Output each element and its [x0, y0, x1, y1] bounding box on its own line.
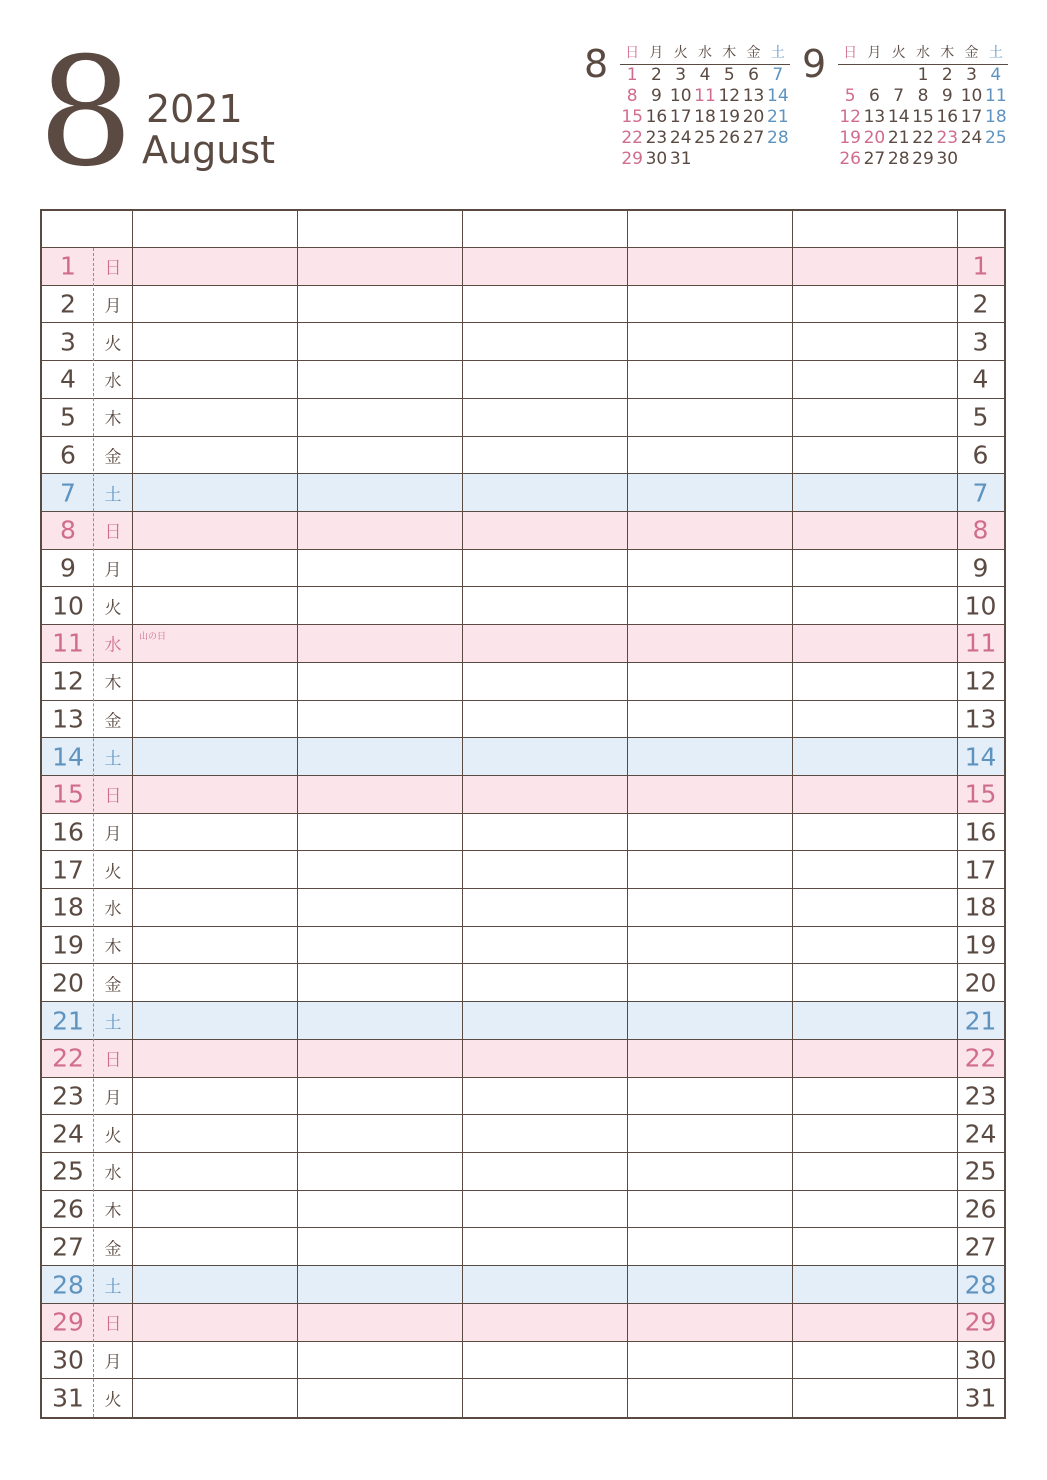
mini-calendar-day: 6 — [869, 86, 880, 106]
day-number-right: 1 — [972, 251, 989, 281]
day-row — [42, 1304, 1004, 1342]
mini-calendar-day: 16 — [936, 107, 959, 127]
mini-calendar-day: 24 — [669, 128, 692, 148]
mini-calendar-day: 20 — [742, 107, 765, 127]
day-number: 22 — [52, 1043, 84, 1073]
weekday-label: 火 — [104, 334, 122, 355]
mini-calendar-day: 14 — [767, 86, 789, 106]
weekday-label: 金 — [104, 975, 122, 996]
day-row — [42, 701, 1004, 739]
mini-calendar-week — [620, 65, 790, 86]
day-row — [42, 1228, 1004, 1266]
mini-calendar-day — [717, 149, 741, 170]
day-row — [42, 1342, 1004, 1380]
mini-calendar-day: 10 — [960, 86, 983, 106]
day-row — [42, 550, 1004, 588]
day-number-right: 22 — [964, 1043, 997, 1073]
day-number-right: 28 — [964, 1270, 997, 1299]
day-number-right: 5 — [972, 402, 989, 432]
weekday-label: 水 — [104, 899, 122, 920]
mini-calendar-weekday: 日 — [843, 45, 858, 61]
day-row — [42, 1153, 1004, 1191]
weekday-label: 水 — [104, 1163, 122, 1184]
day-row — [42, 776, 1004, 814]
day-number: 24 — [52, 1119, 84, 1149]
day-row — [42, 1002, 1004, 1040]
mini-calendar-day: 22 — [912, 128, 934, 148]
column-divider — [957, 211, 958, 1417]
mini-calendar-week — [838, 149, 1008, 170]
day-number: 27 — [52, 1232, 84, 1262]
mini-calendar-day: 1 — [917, 65, 929, 85]
day-number: 2 — [60, 289, 76, 319]
day-row — [42, 889, 1004, 927]
mini-calendar-day: 14 — [887, 107, 910, 127]
day-number-right: 24 — [964, 1119, 997, 1149]
mini-calendar-day: 17 — [960, 107, 983, 127]
day-number-right: 17 — [964, 855, 997, 885]
day-number: 25 — [52, 1156, 84, 1186]
mini-calendar-weekday: 土 — [770, 45, 785, 61]
year-label: 2021 — [146, 87, 243, 131]
mini-calendar-weekday: 月 — [867, 45, 882, 61]
mini-calendar-day: 28 — [887, 149, 910, 169]
day-row — [42, 323, 1004, 361]
mini-calendar-day: 8 — [917, 86, 929, 106]
mini-calendar-week — [838, 86, 1008, 107]
day-number-right: 9 — [972, 553, 989, 583]
day-number-right: 8 — [972, 515, 989, 545]
mini-calendar-day: 19 — [839, 128, 861, 148]
column-divider — [462, 211, 463, 1417]
day-row — [42, 286, 1004, 324]
day-row — [42, 814, 1004, 852]
mini-calendar-day: 21 — [887, 128, 910, 148]
weekday-label: 月 — [104, 560, 122, 581]
mini-calendar-weekday: 金 — [964, 45, 979, 61]
day-number: 19 — [52, 930, 84, 960]
day-number-right: 7 — [972, 478, 989, 508]
mini-calendar-day — [959, 149, 983, 170]
day-number-right: 14 — [964, 742, 997, 772]
mini-calendar-day — [984, 149, 1008, 170]
day-number: 4 — [60, 364, 76, 394]
day-number: 6 — [60, 440, 76, 470]
mini-calendar-day — [887, 65, 911, 86]
mini-calendar-day: 9 — [651, 86, 662, 106]
weekday-label: 火 — [104, 862, 122, 883]
mini-calendar-day: 9 — [941, 86, 953, 106]
mini-calendar-day: 5 — [844, 86, 856, 106]
day-number: 12 — [52, 666, 84, 696]
day-row — [42, 1379, 1004, 1417]
weekday-label: 木 — [104, 673, 122, 694]
day-number: 29 — [52, 1307, 84, 1337]
day-number-right: 13 — [964, 704, 997, 734]
day-number-right: 27 — [964, 1232, 997, 1262]
day-number: 28 — [52, 1270, 84, 1299]
weekday-label: 日 — [104, 1314, 122, 1335]
mini-calendar-weekday: 水 — [915, 45, 930, 61]
mini-calendar-day: 25 — [985, 128, 1007, 148]
day-number-right: 19 — [964, 930, 997, 960]
weekday-label: 土 — [104, 1277, 122, 1297]
mini-calendar-weekday: 木 — [722, 45, 737, 61]
big-month-number: 8 — [38, 26, 134, 200]
column-divider — [627, 211, 628, 1417]
day-number: 13 — [52, 704, 84, 734]
mini-calendar-day: 18 — [694, 107, 716, 127]
mini-calendar-day: 7 — [893, 86, 905, 106]
mini-calendar-day: 25 — [694, 128, 716, 148]
weekday-label: 水 — [104, 635, 122, 656]
weekday-label: 金 — [104, 447, 122, 468]
mini-calendar-day — [838, 65, 862, 86]
day-number: 11 — [52, 628, 84, 658]
day-row — [42, 437, 1004, 475]
day-number-right: 16 — [964, 817, 997, 847]
day-number: 21 — [52, 1006, 84, 1036]
day-number: 8 — [60, 515, 76, 545]
mini-calendar-weekday-row — [838, 40, 1008, 65]
mini-calendar-day — [766, 149, 790, 170]
day-number: 7 — [60, 478, 76, 508]
day-number: 1 — [60, 251, 76, 281]
mini-calendar-day: 18 — [985, 107, 1007, 127]
weekday-label: 木 — [104, 409, 122, 430]
mini-calendar-week — [620, 86, 790, 107]
mini-calendar-week — [620, 149, 790, 170]
weekday-label: 月 — [104, 296, 122, 317]
mini-calendar-weekday: 月 — [649, 45, 664, 61]
day-number-right: 25 — [964, 1156, 997, 1186]
day-row — [42, 738, 1004, 776]
mini-calendar-day: 29 — [621, 149, 643, 169]
day-number-right: 10 — [964, 591, 997, 621]
day-number-right: 11 — [964, 628, 997, 658]
day-row — [42, 399, 1004, 437]
day-row — [42, 1040, 1004, 1078]
mini-calendar-day: 19 — [718, 107, 741, 127]
day-number-right: 18 — [964, 892, 997, 922]
mini-calendar-day: 11 — [985, 86, 1007, 106]
day-number: 3 — [60, 327, 76, 357]
day-number: 15 — [52, 779, 84, 809]
day-number-right: 26 — [964, 1194, 997, 1224]
mini-calendar-day: 3 — [966, 65, 977, 85]
mini-calendar-day: 23 — [936, 128, 959, 148]
weekday-label: 月 — [104, 1088, 122, 1109]
mini-calendar-day: 7 — [772, 65, 784, 85]
mini-calendar-day: 30 — [645, 149, 668, 169]
weekday-label: 火 — [104, 1390, 122, 1411]
weekday-label: 月 — [104, 1352, 122, 1373]
mini-calendar-day: 2 — [941, 65, 953, 85]
mini-calendar-day: 2 — [651, 65, 662, 85]
mini-calendar-day: 27 — [863, 149, 886, 169]
weekday-label: 日 — [104, 522, 122, 543]
mini-calendar-weekday: 日 — [625, 45, 640, 61]
mini-calendar-day: 8 — [626, 86, 638, 106]
weekday-label: 木 — [104, 937, 122, 958]
mini-calendar-day: 30 — [936, 149, 959, 169]
mini-calendar-day: 12 — [718, 86, 741, 106]
day-number: 30 — [52, 1345, 84, 1375]
day-number: 23 — [52, 1081, 84, 1111]
day-number-right: 12 — [964, 666, 997, 696]
month-name-label: August — [142, 128, 275, 172]
mini-calendar-day: 6 — [748, 65, 759, 85]
mini-calendar-day: 29 — [912, 149, 934, 169]
mini-calendar-day: 15 — [621, 107, 643, 127]
day-number-right: 2 — [972, 289, 989, 319]
mini-calendar-week — [838, 128, 1008, 149]
weekday-label: 月 — [104, 824, 122, 845]
weekday-label: 日 — [104, 786, 122, 807]
day-number: 20 — [52, 968, 84, 998]
day-row — [42, 474, 1004, 512]
mini-calendar-day: 10 — [669, 86, 692, 106]
day-row — [42, 1191, 1004, 1229]
day-row — [42, 1078, 1004, 1116]
day-row — [42, 663, 1004, 701]
mini-calendar-weekday: 土 — [988, 45, 1003, 61]
day-number: 9 — [60, 553, 76, 583]
day-number: 5 — [60, 402, 76, 432]
weekday-divider — [93, 248, 94, 1417]
weekday-label: 日 — [104, 1050, 122, 1071]
mini-calendar-day: 24 — [960, 128, 983, 148]
weekday-label: 土 — [104, 1013, 122, 1034]
column-divider — [792, 211, 793, 1417]
mini-calendar-day: 26 — [839, 149, 861, 169]
column-divider — [297, 211, 298, 1417]
mini-calendar-day: 20 — [863, 128, 886, 148]
table-header-row — [42, 211, 1004, 248]
weekday-label: 火 — [104, 1126, 122, 1147]
day-number: 17 — [52, 855, 84, 885]
mini-calendar-weekday: 水 — [697, 45, 712, 61]
day-row — [42, 361, 1004, 399]
mini-calendar-day: 16 — [645, 107, 668, 127]
day-number: 16 — [52, 817, 84, 847]
mini-calendar-day: 27 — [742, 128, 765, 148]
mini-calendar-weekday: 火 — [891, 45, 906, 61]
mini-calendar-day: 12 — [839, 107, 861, 127]
mini-calendar-weekday: 金 — [746, 45, 761, 61]
weekday-label: 日 — [104, 258, 122, 279]
weekday-label: 水 — [104, 371, 122, 392]
mini-calendar-day: 31 — [669, 149, 692, 169]
mini-calendar-day: 22 — [621, 128, 643, 148]
day-number-right: 21 — [964, 1006, 997, 1036]
mini-calendar-day — [693, 149, 717, 170]
day-number: 14 — [52, 742, 84, 772]
mini-calendar-day: 28 — [767, 128, 789, 148]
weekday-label: 金 — [104, 1239, 122, 1260]
day-row — [42, 248, 1004, 286]
mini-calendar-day: 17 — [669, 107, 692, 127]
mini-calendar-day: 21 — [767, 107, 789, 127]
schedule-table — [40, 209, 1006, 1419]
mini-calendar-day: 11 — [694, 86, 716, 106]
day-number-right: 6 — [972, 440, 989, 470]
mini-calendar-weekday: 火 — [673, 45, 688, 61]
day-number-right: 31 — [964, 1383, 997, 1413]
mini-calendar-week — [838, 107, 1008, 128]
weekday-label: 土 — [104, 749, 122, 770]
mini-calendar-day: 15 — [912, 107, 934, 127]
mini-calendar-day: 26 — [718, 128, 741, 148]
day-row — [42, 964, 1004, 1002]
day-row — [42, 1115, 1004, 1153]
day-number-right: 3 — [972, 327, 989, 357]
mini-calendar-day — [862, 65, 886, 86]
mini-calendar-week — [620, 107, 790, 128]
day-number: 18 — [52, 892, 84, 922]
day-row — [42, 625, 1004, 663]
weekday-label: 金 — [104, 711, 122, 732]
day-number-right: 29 — [964, 1307, 997, 1337]
day-row — [42, 512, 1004, 550]
holiday-label: 山の日 — [139, 632, 167, 643]
mini-calendar-week — [620, 128, 790, 149]
day-number-right: 30 — [964, 1345, 997, 1375]
column-divider — [132, 211, 133, 1417]
mini-calendar-day: 23 — [645, 128, 668, 148]
day-number: 26 — [52, 1194, 84, 1224]
mini-calendar-day: 1 — [626, 65, 638, 85]
day-row — [42, 851, 1004, 889]
day-number-right: 15 — [964, 779, 997, 809]
mini-calendar-day: 13 — [863, 107, 886, 127]
mini-calendar-day: 13 — [742, 86, 765, 106]
mini-calendar-day: 4 — [699, 65, 711, 85]
mini-calendar-month: 8 — [584, 42, 609, 86]
mini-calendar-day: 4 — [990, 65, 1002, 85]
day-number: 10 — [52, 591, 84, 621]
day-row — [42, 1266, 1004, 1304]
mini-calendar-month: 9 — [802, 42, 827, 86]
weekday-label: 土 — [104, 485, 122, 506]
day-number-right: 4 — [972, 364, 989, 394]
day-row — [42, 587, 1004, 625]
mini-calendar-weekday: 木 — [940, 45, 955, 61]
day-number-right: 23 — [964, 1081, 997, 1111]
mini-calendar-day — [741, 149, 765, 170]
mini-calendar-weekday-row — [620, 40, 790, 65]
mini-calendar-day: 5 — [723, 65, 735, 85]
day-row — [42, 927, 1004, 965]
day-number-right: 20 — [964, 968, 997, 998]
weekday-label: 木 — [104, 1201, 122, 1222]
mini-calendar-week — [838, 65, 1008, 86]
weekday-label: 火 — [104, 598, 122, 619]
mini-calendar-day: 3 — [675, 65, 687, 85]
day-number: 31 — [52, 1383, 84, 1413]
